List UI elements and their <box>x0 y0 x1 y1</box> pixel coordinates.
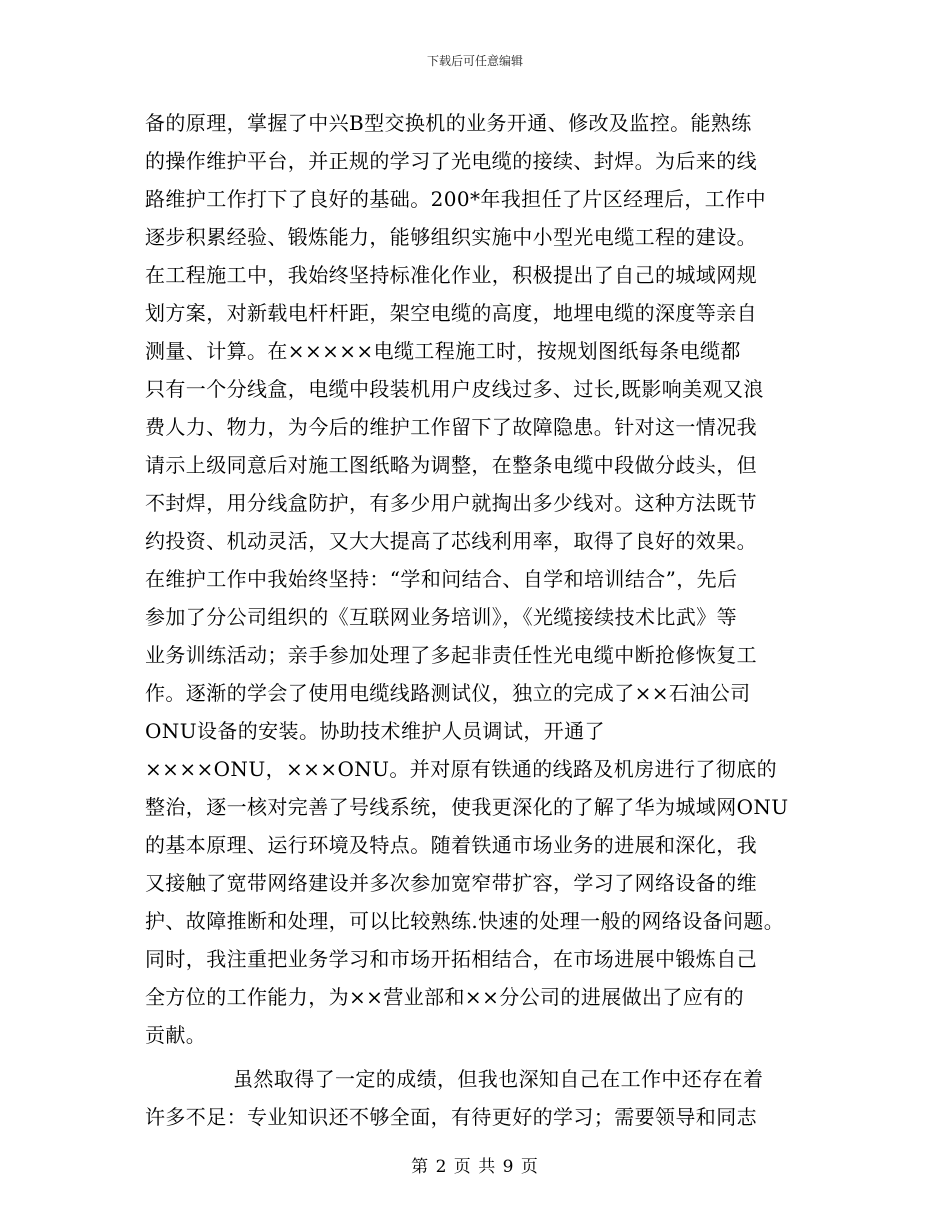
text-line: 划方案，对新载电杆杆距，架空电缆的高度，地埋电缆的深度等亲自 <box>145 301 757 325</box>
page-number-footer: 第 2 页 共 9 页 <box>411 1157 539 1177</box>
text-line: 测量、计算。在×××××电缆工程施工时，按规划图纸每条电缆都 <box>145 339 741 363</box>
text-line: ××××ONU，×××ONU。并对原有铁通的线路及机房进行了彻底的 <box>145 757 778 781</box>
text-line: 参加了分公司组织的《互联网业务培训》，《光缆接续技术比武》等 <box>145 605 737 629</box>
text-line: 业务训练活动；亲手参加处理了多起非责任性光电缆中断抢修恢复工 <box>145 643 757 667</box>
text-line: 路维护工作打下了良好的基础。200*年我担任了片区经理后，工作中 <box>145 187 766 211</box>
text-line: 作。逐渐的学会了使用电缆线路测试仪，独立的完成了××石油公司 <box>145 681 751 705</box>
text-line: 的操作维护平台，并正规的学习了光电缆的接续、封焊。为后来的线 <box>145 149 757 173</box>
text-line: 许多不足：专业知识还不够全面，有待更好的学习；需要领导和同志 <box>145 1105 757 1129</box>
text-line: 在工程施工中，我始终坚持标准化作业，积极提出了自己的城域网规 <box>145 263 757 287</box>
text-line: ONU设备的安装。协助技术维护人员调试，开通了 <box>145 719 605 743</box>
text-line: 的基本原理、运行环境及特点。随着铁通市场业务的进展和深化，我 <box>145 833 757 857</box>
text-line: 不封焊，用分线盒防护，有多少用户就掏出多少线对。这种方法既节 <box>145 491 757 515</box>
text-line: 逐步积累经验、锻炼能力，能够组织实施中小型光电缆工程的建设。 <box>145 225 757 249</box>
text-line: 又接触了宽带网络建设并多次参加宽窄带扩容，学习了网络设备的维 <box>145 871 757 895</box>
text-line: 全方位的工作能力，为××营业部和××分公司的进展做出了应有的 <box>145 985 745 1009</box>
text-line: 费人力、物力，为今后的维护工作留下了故障隐患。针对这一情况我 <box>145 415 757 439</box>
text-line: 护、故障推断和处理，可以比较熟练.快速的处理一般的网络设备问题。 <box>145 909 785 933</box>
text-line: 备的原理，掌握了中兴B型交换机的业务开通、修改及监控。能熟练 <box>145 111 752 135</box>
text-line: 同时，我注重把业务学习和市场开拓相结合，在市场进展中锻炼自己 <box>145 947 757 971</box>
text-line: 请示上级同意后对施工图纸略为调整，在整条电缆中段做分歧头，但 <box>145 453 757 477</box>
page-header: 下载后可任意编辑 <box>426 54 523 68</box>
text-line: 整治，逐一核对完善了号线系统，使我更深化的了解了华为城域网ONU <box>145 795 789 819</box>
document-body <box>145 104 835 1136</box>
text-line: 贡献。 <box>145 1023 207 1047</box>
text-line: 约投资、机动灵活，又大大提高了芯线利用率，取得了良好的效果。 <box>145 529 757 553</box>
paragraph-first-line: 虽然取得了一定的成绩，但我也深知自己在工作中还存在着 <box>233 1067 764 1091</box>
text-line: 在维护工作中我始终坚持：“学和问结合、自学和培训结合”，先后 <box>145 567 738 591</box>
text-line: 只有一个分线盒，电缆中段装机用户皮线过多、过长,既影响美观又浪 <box>145 377 764 401</box>
